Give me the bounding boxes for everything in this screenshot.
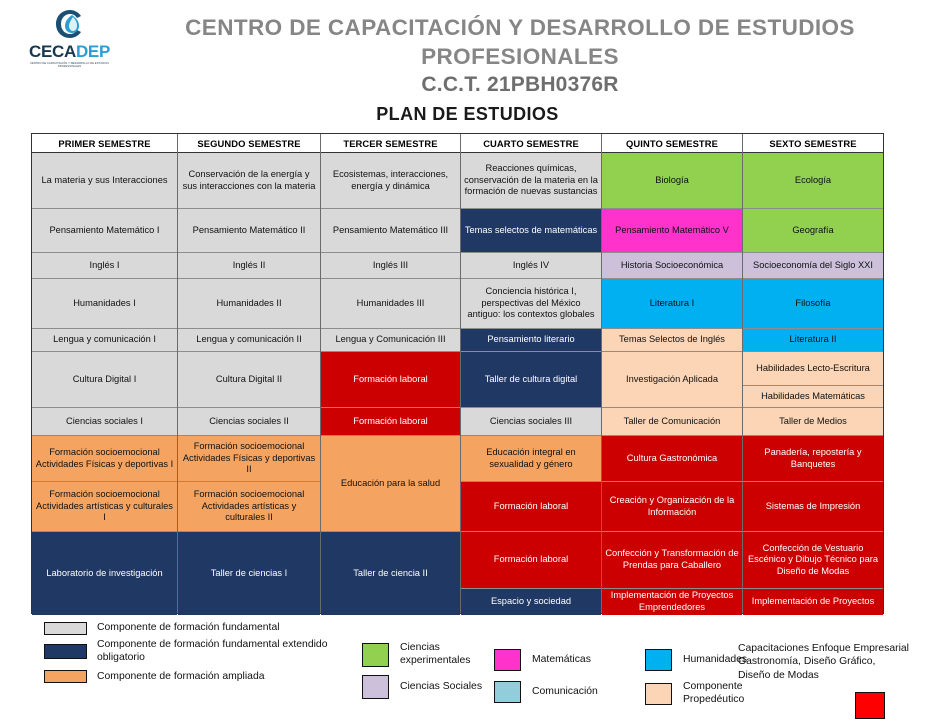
subject-label: Creación y Organización de la Información	[609, 494, 735, 517]
legend-swatch-humanidades	[645, 649, 672, 671]
subject-cell	[602, 329, 742, 352]
subject-cell	[461, 329, 601, 352]
subject-cell	[602, 253, 742, 279]
legend-swatch-comunicacion	[494, 681, 521, 703]
subject-cell	[178, 352, 320, 408]
subject-label: Formación socioemocional Actividades artísticas y culturales I	[36, 489, 173, 523]
subject-cell	[178, 532, 320, 615]
subject-label: Pensamiento Matemático II	[192, 224, 306, 235]
legend-swatch-ampliada	[44, 670, 87, 683]
subject-label: Inglés II	[232, 259, 266, 270]
subject-cell	[178, 329, 320, 352]
subject-cell	[321, 352, 460, 408]
subject-label: Conciencia histórica I, perspectivas del México antiguo: los contextos globales	[467, 286, 595, 320]
subject-label: Habilidades Lecto-Escritura	[756, 362, 870, 373]
legend-swatch-matematicas	[494, 649, 521, 671]
subject-cell	[602, 352, 742, 408]
subject-cell	[32, 209, 177, 253]
subject-label: Humanidades II	[216, 297, 282, 308]
subject-cell	[461, 209, 601, 253]
legend-label-experimentales: Ciencias experimentales	[400, 642, 471, 666]
semester-column-4	[461, 134, 602, 613]
subject-cell	[461, 153, 601, 209]
subject-cell	[602, 482, 742, 532]
subject-cell	[321, 253, 460, 279]
legend-swatch-capacitaciones	[855, 692, 885, 719]
subject-cell	[602, 436, 742, 482]
subject-label: Pensamiento literario	[487, 334, 575, 345]
subject-label: Pensamiento Matemático III	[332, 224, 449, 235]
subject-label: La materia y sus Interacciones	[41, 174, 168, 185]
subject-cell	[321, 329, 460, 352]
subject-label: Cultura Digital II	[215, 373, 283, 384]
subject-label: Pensamiento Matemático I	[49, 224, 160, 235]
subject-cell	[321, 279, 460, 329]
subject-cell	[602, 279, 742, 329]
subject-cell	[32, 279, 177, 329]
subject-label: Investigación Aplicada	[626, 373, 718, 384]
subject-cell	[602, 209, 742, 253]
subject-cell	[461, 279, 601, 329]
subject-label: Humanidades III	[356, 297, 425, 308]
capacitaciones-line3: Diseño de Modas	[738, 669, 819, 681]
subject-cell	[743, 329, 883, 352]
subject-label: Implementación de Proyectos	[751, 596, 875, 607]
subject-cell	[32, 436, 177, 482]
subject-cell	[32, 532, 177, 615]
subject-cell	[178, 408, 320, 436]
capacitaciones-line1: Capacitaciones Enfoque Empresarial	[738, 643, 909, 654]
legend-label-propedeutico: Componente Propedéutico	[683, 681, 745, 705]
subject-label: Formación socioemocional Actividades Físicas y deportivas II	[182, 441, 316, 475]
subject-label: Taller de Medios	[779, 415, 847, 426]
subject-label: Pensamiento Matemático V	[615, 224, 729, 235]
legend-swatch-experimentales	[362, 643, 389, 667]
subject-label: Ecosistemas, interacciones, energía y dinámica	[332, 168, 449, 191]
subject-cell	[32, 253, 177, 279]
subject-label: Formación laboral	[353, 373, 428, 384]
subject-cell	[743, 279, 883, 329]
subject-cell	[743, 408, 883, 436]
subject-label: Lengua y comunicación II	[196, 334, 302, 345]
subject-label: Panadería, repostería y Banquetes	[764, 446, 862, 469]
subject-label: Literatura I	[649, 297, 695, 308]
curriculum-table	[31, 133, 884, 614]
subject-cell	[743, 436, 883, 482]
legend-label-fundamental: Componente de formación fundamental	[97, 622, 280, 634]
subject-cell	[461, 436, 601, 482]
subject-label: Humanidades I	[73, 297, 136, 308]
subject-cell	[743, 532, 883, 589]
subject-label: Laboratorio de investigación	[46, 567, 163, 578]
subject-label: Lengua y Comunicación III	[335, 334, 446, 345]
subject-cell	[461, 352, 601, 408]
subject-label: Ciencias sociales III	[489, 415, 573, 426]
page-title: PLAN DE ESTUDIOS	[376, 104, 559, 124]
legend-label-comunicacion: Comunicación	[532, 685, 598, 697]
semester-column-5	[602, 134, 743, 613]
legend-item	[494, 681, 624, 703]
subject-label: Inglés IV	[512, 259, 550, 270]
legend-item	[44, 670, 344, 683]
subject-label: Temas Selectos de Inglés	[619, 334, 725, 345]
legend-group-components	[44, 622, 344, 687]
subject-label: Formación socioemocional Actividades Físicas y deportivas I	[35, 446, 174, 469]
subject-cell	[743, 482, 883, 532]
subject-label: Geografía	[792, 224, 834, 235]
legend-swatch-fundamental	[44, 622, 87, 635]
semester-column-2	[178, 134, 321, 613]
legend-item	[645, 681, 755, 706]
logo-mark-icon	[53, 8, 87, 42]
subject-cell	[32, 408, 177, 436]
subject-label: Implementación de Proyectos Emprendedores	[610, 590, 734, 612]
subject-cell	[178, 209, 320, 253]
legend-item	[44, 622, 344, 635]
legend-swatch-extendido	[44, 644, 87, 659]
column-header-4: CUARTO SEMESTRE	[461, 134, 601, 153]
legend-group-sciences	[362, 642, 482, 707]
subject-label: Temas selectos de matemáticas	[464, 224, 598, 235]
subject-cell	[178, 153, 320, 209]
semester-column-6	[743, 134, 883, 613]
subject-label: Habilidades Matemáticas	[761, 390, 865, 401]
semester-column-1	[32, 134, 178, 613]
legend-label-matematicas: Matemáticas	[532, 653, 591, 665]
subject-label: Inglés III	[372, 259, 409, 270]
subject-cell	[32, 329, 177, 352]
subject-label: Cultura Gastronómica	[626, 452, 718, 463]
semester-column-3	[321, 134, 461, 613]
subject-label: Ciencias sociales II	[209, 415, 289, 426]
subject-label: Ecología	[794, 174, 832, 185]
logo-subline: CENTRO DE CAPACITACIÓN Y DESARROLLO DE ESTUDIOS PROFESIONALES	[30, 62, 109, 69]
logo-wordmark-dark: CECA	[28, 42, 76, 61]
organization-title	[120, 14, 920, 98]
legend-label-humanidades: Humanidades	[683, 653, 748, 665]
legend-swatch-propedeutico	[645, 683, 672, 705]
subject-label: Ciencias sociales I	[66, 415, 143, 426]
legend-item	[44, 639, 344, 664]
subject-label: Formación laboral	[493, 500, 569, 511]
subject-label: Formación socioemocional Actividades artísticas y culturales II	[193, 489, 305, 523]
subject-cell	[743, 153, 883, 209]
subject-label: Formación laboral	[353, 415, 428, 426]
subject-cell	[461, 408, 601, 436]
subject-label: Lengua y comunicación I	[53, 334, 156, 345]
logo-wordmark	[29, 43, 110, 60]
subject-cell	[461, 253, 601, 279]
subject-cell	[32, 482, 177, 532]
legend	[0, 616, 935, 722]
subject-label: Taller de ciencia II	[353, 567, 428, 578]
subject-cell	[743, 253, 883, 279]
legend-item	[494, 649, 624, 671]
subject-cell	[321, 532, 460, 615]
page-header	[0, 0, 935, 128]
column-header-5: QUINTO SEMESTRE	[602, 134, 742, 153]
subject-cell	[321, 209, 460, 253]
subject-label: Espacio y sociedad	[490, 596, 572, 607]
subject-cell	[602, 532, 742, 589]
subject-cell	[321, 408, 460, 436]
subject-cell	[32, 352, 177, 408]
subject-cell	[602, 408, 742, 436]
subject-cell	[32, 153, 177, 209]
subject-label: Confección de Vestuario Escénico y Dibujo Técnico para Diseño de Modas	[747, 542, 879, 576]
subject-cell	[321, 153, 460, 209]
column-header-1: PRIMER SEMESTRE	[32, 134, 177, 153]
subject-cell	[743, 352, 883, 386]
capacitaciones-line2: Gastronomía, Diseño Gráfico,	[738, 656, 876, 668]
subject-label: Cultura Digital I	[72, 373, 137, 384]
legend-label-ampliada: Componente de formación ampliada	[97, 670, 265, 682]
subject-label: Literatura II	[789, 334, 837, 345]
column-header-2: SEGUNDO SEMESTRE	[178, 134, 320, 153]
subject-cell	[602, 153, 742, 209]
org-title-line1: CENTRO DE CAPACITACIÓN Y DESARROLLO DE ESTUDIOS	[185, 15, 855, 40]
subject-label: Taller de cultura digital	[484, 373, 578, 384]
subject-cell	[178, 436, 320, 482]
legend-item	[362, 675, 482, 699]
subject-label: Sistemas de Impresión	[765, 500, 861, 511]
subject-cell	[743, 589, 883, 615]
subject-cell	[321, 436, 460, 532]
column-header-3: TERCER SEMESTRE	[321, 134, 460, 153]
subject-cell	[743, 209, 883, 253]
subject-label: Conservación de la energía y sus interacciones con la materia	[182, 168, 316, 191]
subject-cell	[178, 279, 320, 329]
legend-label-sociales: Ciencias Sociales	[400, 681, 483, 693]
subject-cell	[461, 482, 601, 532]
subject-label: Taller de ciencias I	[210, 567, 288, 578]
subject-label: Taller de Comunicación	[623, 415, 721, 426]
legend-swatch-sociales	[362, 675, 389, 699]
subject-cell	[178, 482, 320, 532]
column-header-6: SEXTO SEMESTRE	[743, 134, 883, 153]
subject-cell	[602, 589, 742, 615]
legend-item	[362, 642, 482, 667]
subject-cell	[461, 589, 601, 615]
subject-label: Educación para la salud	[340, 477, 441, 488]
logo-wordmark-light: DEP	[75, 42, 111, 61]
org-title-line2: PROFESIONALES	[421, 43, 619, 69]
cecadep-logo	[22, 8, 117, 74]
subject-cell	[178, 253, 320, 279]
legend-group-math-comm	[494, 649, 624, 713]
subject-label: Reacciones químicas, conservación de la materia en la formación de nuevas sustancias	[464, 163, 598, 197]
legend-label-extendido: Componente de formación fundamental extendido obligatorio	[97, 639, 328, 663]
subject-label: Formación laboral	[493, 554, 569, 565]
cct-code: C.C.T. 21PBH0376R	[421, 72, 619, 96]
subject-label: Inglés I	[89, 259, 120, 270]
subject-label: Historia Socioeconómica	[620, 259, 724, 270]
subject-label: Filosofía	[795, 297, 831, 308]
subject-label: Socioeconomía del Siglo XXI	[753, 259, 873, 270]
subject-label: Educación integral en sexualidad y género	[486, 446, 576, 469]
subject-label: Biología	[655, 174, 689, 185]
legend-group-capacitaciones	[738, 642, 933, 682]
subject-label: Confección y Transformación de Prendas para Caballero	[605, 548, 739, 570]
subject-cell	[461, 532, 601, 589]
subject-cell	[743, 386, 883, 408]
